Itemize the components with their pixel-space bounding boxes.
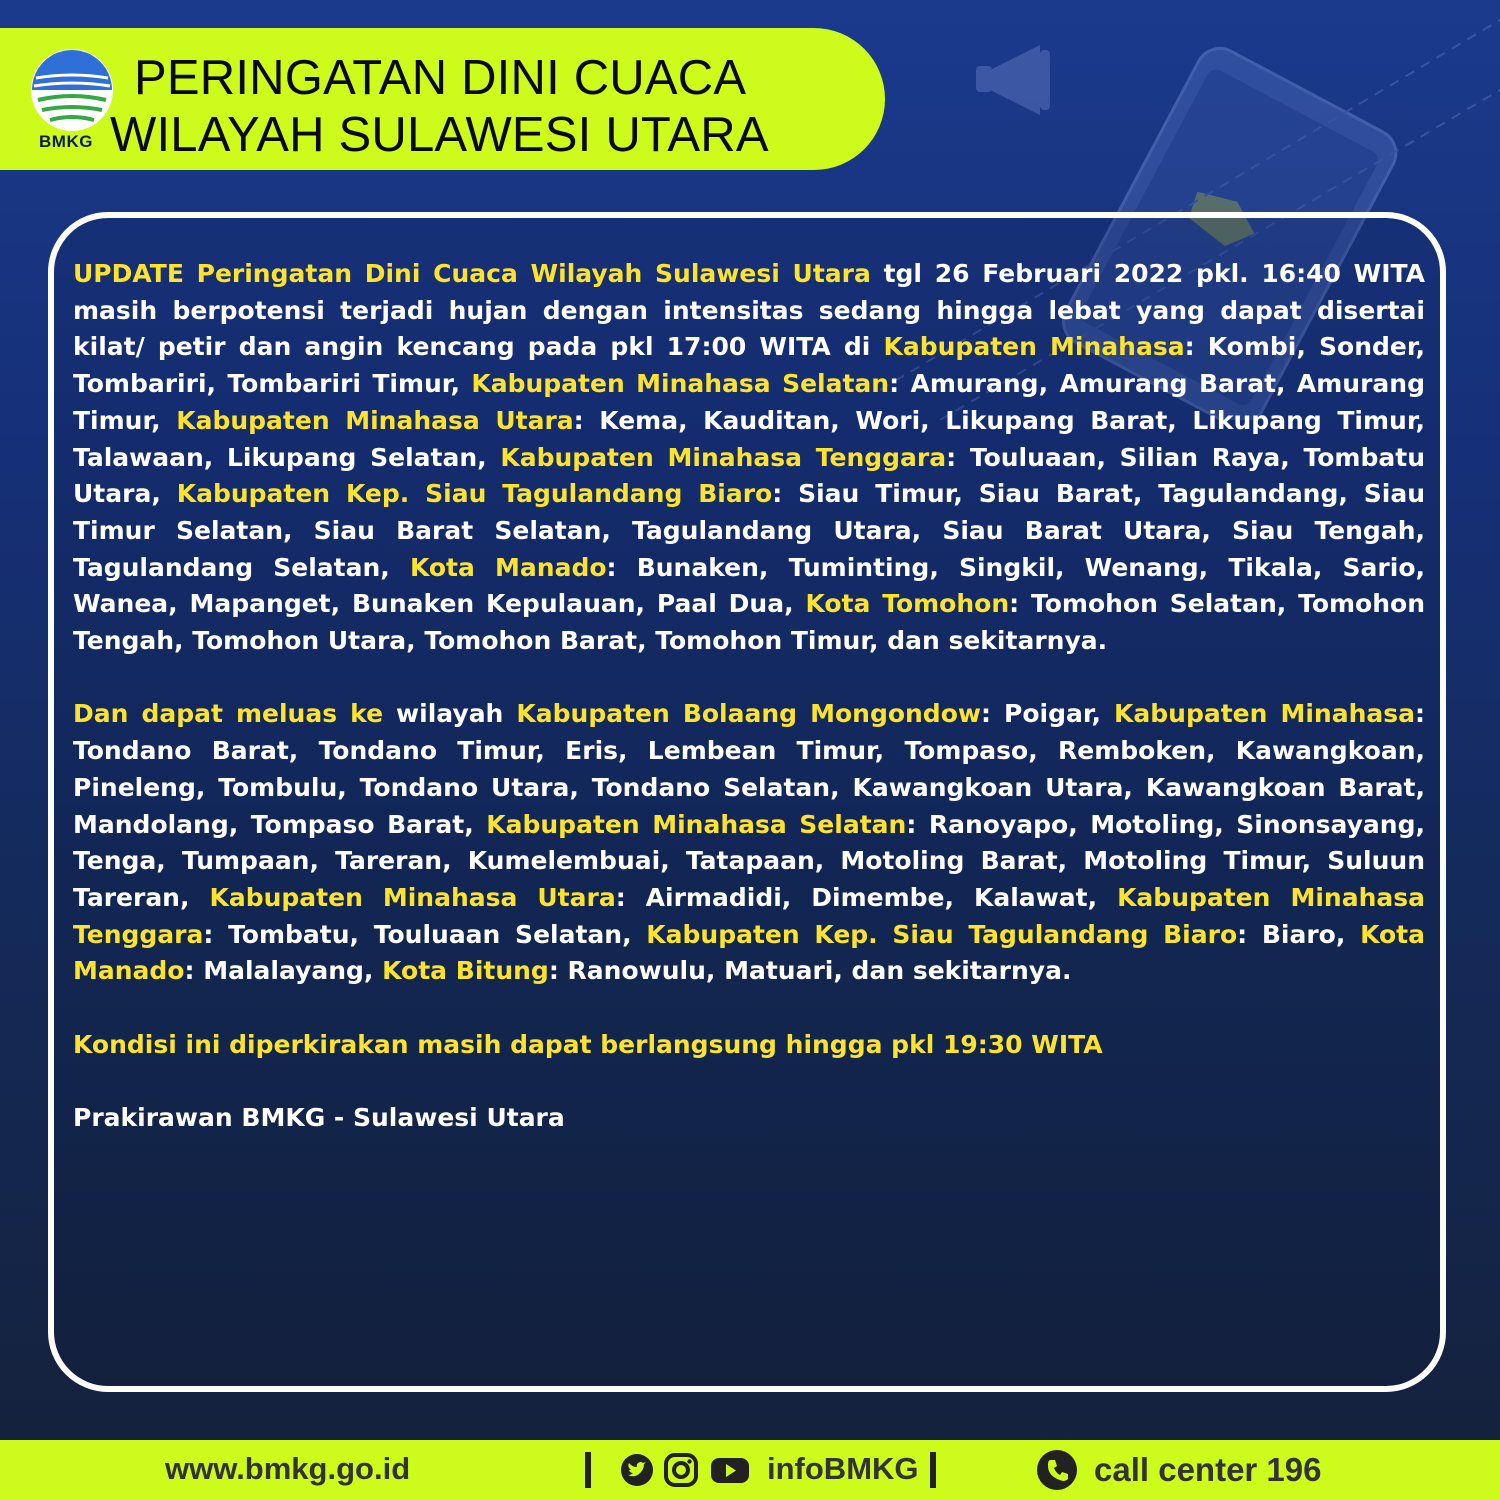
highlighted-region-text: Kota Bitung — [382, 956, 549, 986]
highlighted-region-text: Kabupaten Minahasa — [883, 332, 1185, 362]
body-text-segment: tgl 26 Februari 2022 pkl. 16:40 WITA masih berpotensi terjadi hujan dengan intensitas sedang hingga lebat yang dapat disertai kilat/ petir dan angin kencang pada pkl 17:00 WITA di — [73, 259, 1425, 362]
page-title — [110, 50, 769, 164]
bmkg-logo-icon — [30, 48, 114, 132]
highlighted-region-text: Kabupaten Minahasa Utara — [176, 405, 574, 435]
highlighted-region-text: Kabupaten Minahasa Tenggara — [73, 882, 1425, 949]
website-link[interactable]: www.bmkg.go.id — [165, 1451, 411, 1486]
highlighted-region-text: Kabupaten Kep. Siau Tagulandang Biaro — [176, 479, 773, 509]
warning-paragraph-1 — [73, 256, 1425, 660]
body-text-segment: : Malalayang, — [184, 956, 383, 986]
warning-paragraph-2 — [73, 696, 1425, 990]
title-line-1: PERINGATAN DINI CUACA — [134, 51, 747, 105]
body-text-segment: : Siau Timur, Siau Barat, Tagulandang, Siau Timur Selatan, Siau Barat Selatan, Tagulandang Utara, Siau Barat Utara, Siau Tengah, Tagulandang Selatan, — [73, 479, 1425, 582]
highlighted-region-text: UPDATE Peringatan Dini Cuaca Wilayah Sulawesi Utara — [73, 259, 871, 288]
highlighted-region-text: Kabupaten Bolaang Mongondow — [516, 699, 981, 729]
body-text-segment: : Biaro, — [1237, 919, 1361, 949]
call-center-number[interactable]: call center 196 — [1094, 1451, 1322, 1488]
body-text-segment: wilayah — [383, 699, 517, 729]
highlighted-region-text: Kabupaten Minahasa Selatan — [486, 809, 907, 839]
warning-text-body — [73, 256, 1425, 1137]
highlighted-region-text: Kabupaten Minahasa Selatan — [471, 369, 890, 399]
highlighted-region-text: Kabupaten Minahasa Tenggara — [500, 442, 947, 472]
highlighted-region-text: Dan dapat meluas ke — [73, 699, 384, 729]
duration-note: Kondisi ini diperkirakan masih dapat berlangsung hingga pkl 19:30 WITA — [73, 1029, 1103, 1059]
highlighted-region-text: Kabupaten Minahasa — [1114, 699, 1415, 729]
highlighted-region-text: Kota Manado — [73, 919, 1425, 986]
logo-label: BMKG — [39, 132, 93, 151]
body-text-segment: : Kombi, Sonder, Tombariri, Tombariri Timur, — [73, 332, 1425, 399]
body-text-segment: : Bunaken, Tuminting, Singkil, Wenang, Tikala, Sario, Wanea, Mapanget, Bunaken Kepulauan, Paal Dua, — [73, 552, 1425, 619]
body-text-segment: : Ranowulu, Matuari, dan sekitarnya. — [548, 956, 1072, 986]
body-text-segment: : Poigar, — [980, 699, 1115, 729]
footer-divider — [585, 1452, 591, 1488]
instagram-icon[interactable] — [664, 1453, 698, 1487]
body-text-segment: : Tomohon Selatan, Tomohon Tengah, Tomohon Utara, Tomohon Barat, Tomohon Timur, dan sekitarnya. — [73, 589, 1425, 656]
footer-divider — [930, 1452, 936, 1488]
highlighted-region-text: Kota Tomohon — [805, 589, 1010, 619]
forecaster-signature: Prakirawan BMKG - Sulawesi Utara — [73, 1103, 565, 1133]
highlighted-region-text: Kota Manado — [409, 552, 607, 582]
highlighted-region-text: Kabupaten Kep. Siau Tagulandang Biaro — [646, 919, 1238, 949]
body-text-segment: : Tombatu, Touluaan Selatan, — [203, 919, 647, 949]
body-text-segment: : Ranoyapo, Motoling, Sinonsayang, Tenga, Tumpaan, Tareran, Kumelembuai, Tatapaan, Motoling Barat, Motoling Timur, Suluun Tareran, — [73, 809, 1425, 912]
social-handle[interactable]: infoBMKG — [767, 1451, 919, 1486]
phone-icon — [1036, 1449, 1078, 1491]
body-text-segment: : Tondano Barat, Tondano Timur, Eris, Lembean Timur, Tompaso, Remboken, Kawangkoan, Pineleng, Tombulu, Tondano Utara, Tondano Selatan, Kawangkoan Utara, Kawangkoan Barat, Mandolang, Tompaso Barat, — [73, 699, 1425, 839]
body-text-segment: : Touluaan, Silian Raya, Tombatu Utara, — [73, 442, 1425, 509]
body-text-segment: : Kema, Kauditan, Wori, Likupang Barat, Likupang Timur, Talawaan, Likupang Selatan, — [73, 405, 1425, 472]
body-text-segment: : Amurang, Amurang Barat, Amurang Timur, — [73, 369, 1425, 435]
twitter-icon[interactable] — [620, 1453, 654, 1487]
title-line-2: WILAYAH SULAWESI UTARA — [110, 108, 769, 162]
youtube-icon[interactable] — [710, 1453, 750, 1487]
body-text-segment: : Airmadidi, Dimembe, Kalawat, — [615, 882, 1118, 912]
highlighted-region-text: Kabupaten Minahasa Utara — [209, 882, 616, 912]
